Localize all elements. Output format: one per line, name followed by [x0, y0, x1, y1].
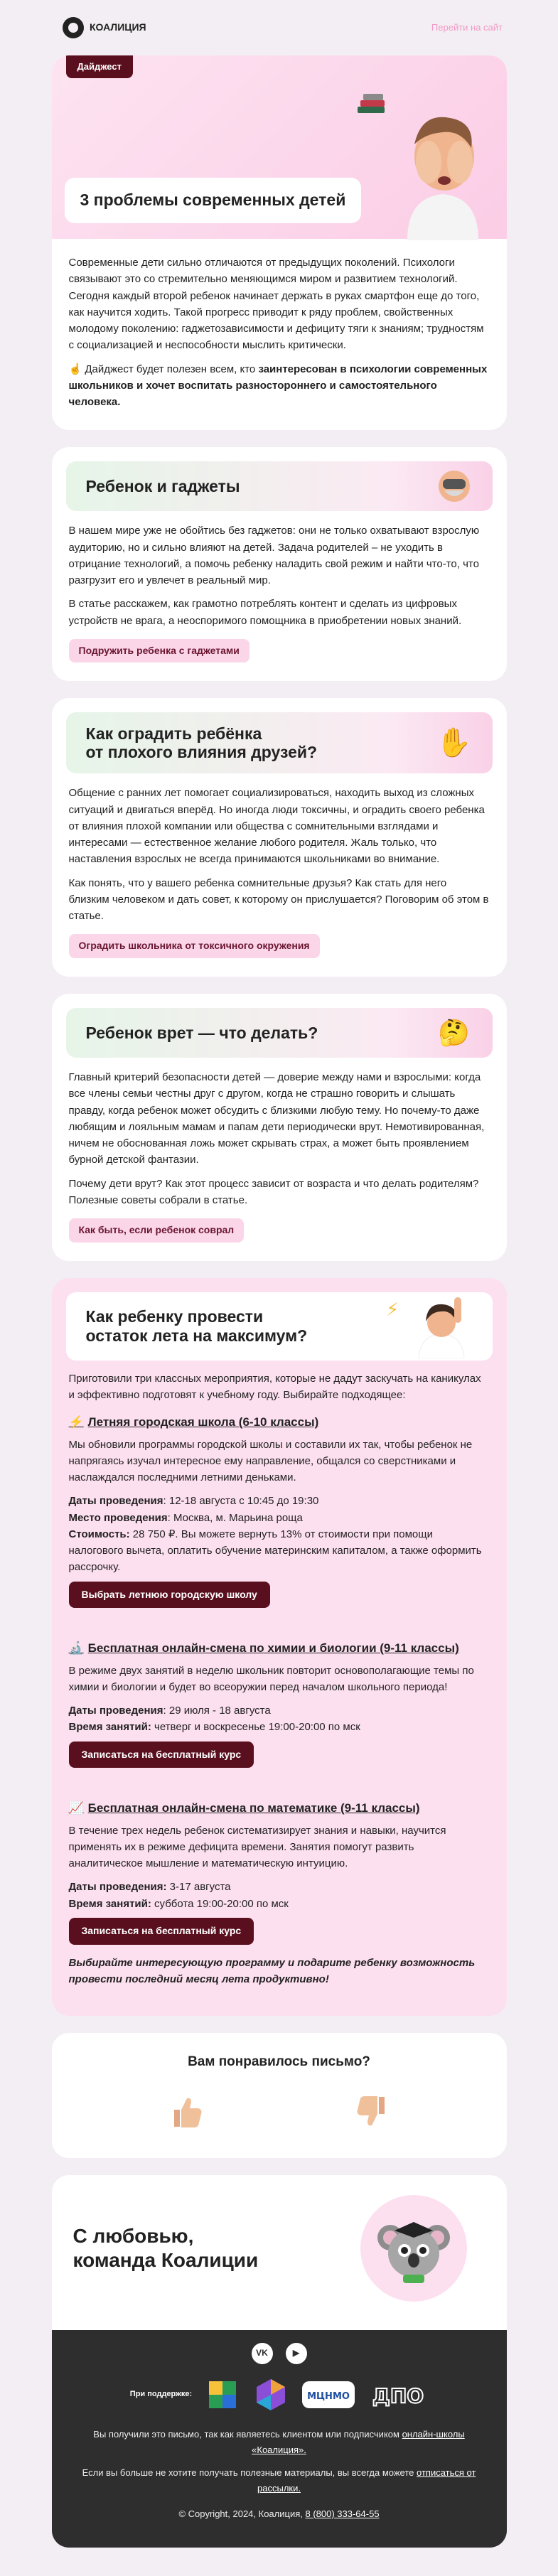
digest-intro: Современные дети сильно отличаются от предыдущих поколений. Психологи связывают это со стремительно меняющимся миром и развитием технологий. Сегодня каждый второй ребенок начинает держать в руках смартфон еще до того, как научится ходить. Такой прогресс приводит к ряду проблем, свойственных молодому поколению: гаджетозависимости и дефициту тяги к знаниям; трудностям с социализацией и неспособности мыслить критически.: [68, 257, 484, 352]
hero-banner: [52, 55, 507, 239]
friends-header: [66, 712, 493, 773]
friends-p2: Как понять, что у вашего ребенка сомнительные друзья? Как стать для него близким человеком и дать совет, к которому он прислушается? Поговорим об этом в статье.: [68, 876, 489, 923]
summer-closing: Выбирайте интересующую программу и подарите ребенку возможность провести последний месяц лета продуктивно!: [68, 1956, 476, 1985]
social-links: [75, 2343, 484, 2364]
chart-increasing-icon: 📈: [68, 1801, 84, 1815]
program-3-details: Даты проведения: 3-17 августа Время занятий: суббота 19:00-20:00 по мск: [68, 1881, 289, 1910]
digest-title: 3 проблемы современных детей: [65, 178, 362, 223]
brand-name: КОАЛИЦИЯ: [90, 21, 146, 33]
feedback-question: Вам понравилось письмо?: [188, 2054, 370, 2070]
summer-header: [66, 1292, 493, 1361]
signature-card: [52, 2175, 507, 2330]
open-in-browser-link[interactable]: Перейти на сайт: [431, 21, 503, 33]
topbar: [0, 0, 558, 55]
lightning-icon: ⚡: [68, 1415, 84, 1429]
gadgets-header: [66, 461, 493, 511]
gadgets-card: [52, 447, 507, 681]
koala-logo-icon: [63, 17, 84, 38]
supporter-hex-logo-icon: [253, 2377, 289, 2413]
gadgets-p1: В нашем мире уже не обойтись без гаджетов: они не только охватывают взрослую аудиторию, но и сильно влияют на детей. Задача родителей – не уходить в отрицание технологий, а помочь ребенку наладить свой режим и найти что-то, что разгрузит его и увлечет в реальный мир.: [68, 525, 480, 586]
lies-button[interactable]: Как быть, если ребенок соврал: [69, 1218, 245, 1243]
friends-card: [52, 698, 507, 977]
svg-text:ДПО: ДПО: [372, 2383, 424, 2408]
koala-mascot-icon: [360, 2195, 467, 2302]
feedback-card: [52, 2033, 507, 2157]
digest-badge: Дайджест: [66, 55, 133, 78]
lies-p1: Главный критерий безопасности детей — доверие между нами и взрослыми: когда все члены семьи честны друг с другом, когда не страшно говорить и слышать правду, когда ребенок может обсудить с близкими любую тему. Но почему-то даже любящим и лояльным мамам и папам дети периодически врут. Немотивированная, ничем не обоснованная ложь может скрывать страх, а может быть проявлением бурной детской фантазии.: [68, 1071, 485, 1166]
supporter-cube-logo-icon: [205, 2377, 240, 2413]
footer-client-note: Вы получили это письмо, так как являетесь клиентом или подписчиком онлайн-школы «Коалиция».: [93, 2428, 465, 2455]
program-1-desc: Мы обновили программы городской школы и составили их так, чтобы ребенок не напрягаясь изучал интересное ему направление, общался со сверстниками и наслаждался последними летними деньками.: [68, 1438, 473, 1484]
school-link[interactable]: онлайн-школы «Коалиция».: [252, 2428, 465, 2455]
vk-icon[interactable]: VK: [252, 2343, 273, 2364]
svg-text:⚡: ⚡: [385, 1299, 399, 1321]
summer-intro: Приготовили три классных мероприятия, которые не дадут заскучать на каникулах и эффективно подготовят к учебному году. Выбирайте подходящее:: [68, 1372, 481, 1402]
program-3-desc: В течение трех недель ребенок систематизирует знания и навыки, научится применять их в режиме дефицита времени. Занятия помогут развить аналитическое мышление и математическую интуицию.: [68, 1824, 446, 1870]
digest-audience: ☝️ Дайджест будет полезен всем, кто заинтересован в психологии современных школьников и хочет воспитать разностороннего и самостоятельного человека.: [68, 363, 488, 408]
program-3-title[interactable]: 📈 Бесплатная онлайн-смена по математике (9-11 классы): [69, 1799, 490, 1818]
raised-hand-icon: ✋: [436, 727, 472, 759]
vr-headset-icon: [437, 469, 471, 503]
summer-card: [52, 1278, 507, 2016]
summer-title: Как ребенку провести остаток лета на максимум?: [85, 1307, 308, 1345]
friends-button[interactable]: Оградить школьника от токсичного окружения: [69, 934, 320, 958]
supporters-row: [75, 2377, 484, 2413]
program-2-button[interactable]: Записаться на бесплатный курс: [69, 1742, 254, 1769]
digest-card: [52, 55, 507, 430]
signature-text: С любовью, команда Коалиции: [73, 2225, 259, 2271]
lies-title: Ребенок врет — что делать?: [85, 1023, 318, 1042]
unsubscribe-link[interactable]: отписаться от рассылки.: [257, 2467, 476, 2494]
copyright: © Copyright, 2024, Коалиция, 8 (800) 333-64-55: [178, 2508, 380, 2519]
program-3-button[interactable]: Записаться на бесплатный курс: [69, 1918, 254, 1945]
child-covering-face-illustration: [393, 105, 493, 240]
gadgets-button[interactable]: Подружить ребенка с гаджетами: [69, 639, 250, 663]
thumbs-up-icon[interactable]: [168, 2094, 204, 2130]
dpo-logo-icon: [368, 2381, 428, 2409]
lies-header: [66, 1008, 493, 1058]
program-2-title[interactable]: 🔬 Бесплатная онлайн-смена по химии и биологии (9-11 классы): [69, 1639, 490, 1658]
thumbs-down-icon[interactable]: [355, 2094, 390, 2130]
friends-title: Как оградить ребёнка от плохого влияния друзей?: [85, 724, 318, 762]
gadgets-title: Ребенок и гаджеты: [85, 477, 240, 496]
supporters-label: При поддержке:: [129, 2390, 193, 2399]
footer: [52, 2330, 507, 2548]
program-1-button[interactable]: Выбрать летнюю городскую школу: [69, 1582, 270, 1609]
youtube-icon[interactable]: ▶: [286, 2343, 307, 2364]
phone-link[interactable]: 8 (800) 333-64-55: [305, 2508, 380, 2519]
mcnmo-logo-icon: [301, 2381, 355, 2409]
girl-raising-hand-illustration: [383, 1294, 476, 1358]
lies-p2: Почему дети врут? Как этот процесс зависит от возраста и что делать родителям? Полезные советы собрали в статье.: [68, 1177, 479, 1206]
program-1-title[interactable]: ⚡ Летняя городская школа (6-10 классы): [69, 1413, 490, 1432]
footer-unsubscribe-note: Если вы больше не хотите получать полезные материалы, вы всегда можете отписаться от рассылки.: [82, 2467, 476, 2494]
program-2-details: Даты проведения: 29 июля - 18 августа Время занятий: четверг и воскресенье 19:00-20:00 по мск: [68, 1705, 360, 1734]
microscope-icon: 🔬: [68, 1641, 84, 1655]
gadgets-p2: В статье расскажем, как грамотно потреблять контент и сделать из цифровых устройств не врага, а неоспоримого помощника в приобретении новых знаний.: [68, 598, 462, 627]
program-1-details: Даты проведения: 12-18 августа с 10:45 до 19:30 Место проведения: Москва, м. Марьина роща Стоимость: 28 750 ₽. Вы можете вернуть 13% от стоимости при помощи налогового вычета, оплатить обучение материнским капиталом, а также оформить рассрочку.: [68, 1495, 482, 1574]
books-icon: [350, 91, 393, 119]
program-2-desc: В режиме двух занятий в неделю школьник повторит основополагающие темы по химии и биологии и будет во всеоружии перед началом школьного периода!: [68, 1664, 474, 1693]
friends-p1: Общение с ранних лет помогает социализироваться, находить выход из сложных ситуаций и двигаться вперёд. Но иногда люди токсичны, и оградить своего ребенка от влияния плохой компании или общества с сомнительными взглядами и интересами — естественное желание любого родителя. Жаль только, что наставления взрослых не всегда принимаются школьниками во внимание.: [68, 787, 485, 866]
brand-logo[interactable]: [63, 17, 146, 38]
pointing-up-icon: ☝️: [68, 363, 82, 375]
thinking-face-icon: 🤔: [438, 1018, 470, 1048]
svg-text:МЦНМО: МЦНМО: [307, 2390, 350, 2402]
lies-card: [52, 994, 507, 1261]
